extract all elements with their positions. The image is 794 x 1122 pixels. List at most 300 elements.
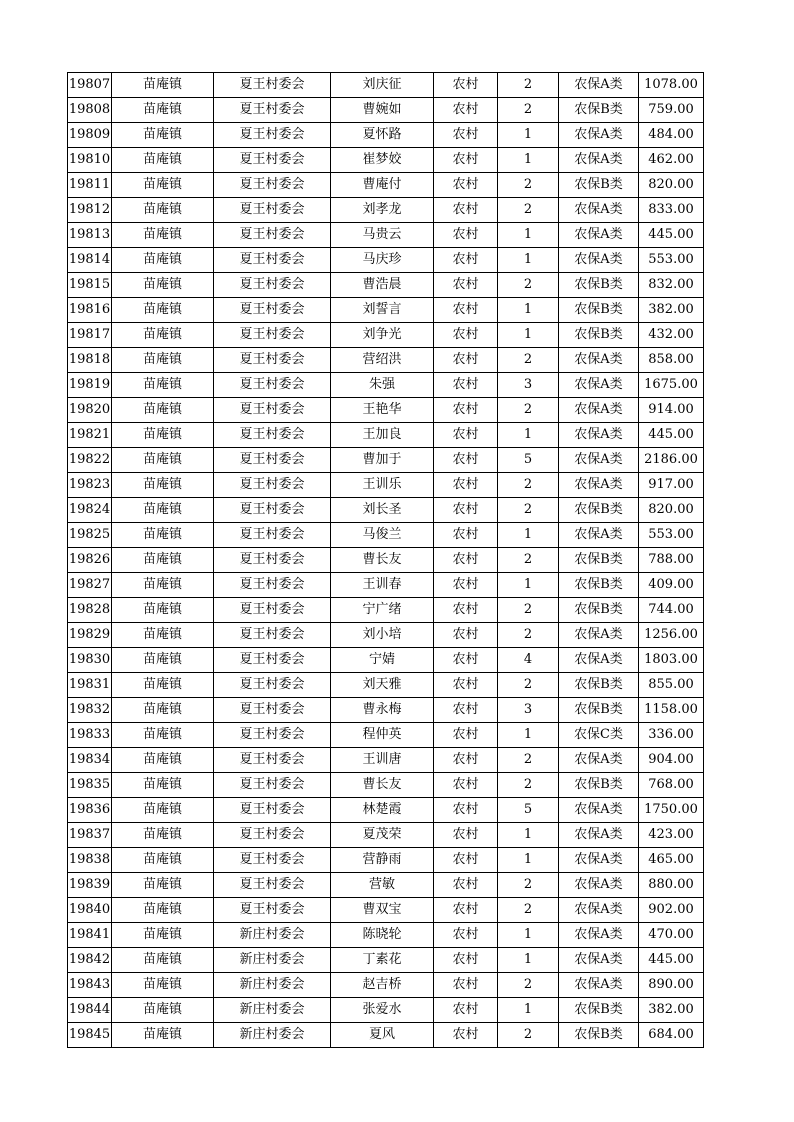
amount-cell: 914.00 xyxy=(639,398,704,423)
record-id-cell: 19832 xyxy=(68,698,112,723)
name-cell: 刘争光 xyxy=(331,323,434,348)
insurance-category-cell: 农保A类 xyxy=(559,873,639,898)
area-type-cell: 农村 xyxy=(434,748,498,773)
household-count-cell: 2 xyxy=(498,198,559,223)
village-committee-cell: 夏王村委会 xyxy=(214,98,331,123)
household-count-cell: 2 xyxy=(498,873,559,898)
area-type-cell: 农村 xyxy=(434,1023,498,1048)
amount-cell: 445.00 xyxy=(639,223,704,248)
insurance-category-cell: 农保A类 xyxy=(559,423,639,448)
household-count-cell: 1 xyxy=(498,998,559,1023)
village-committee-cell: 夏王村委会 xyxy=(214,773,331,798)
name-cell: 刘长圣 xyxy=(331,498,434,523)
amount-cell: 445.00 xyxy=(639,948,704,973)
area-type-cell: 农村 xyxy=(434,698,498,723)
area-type-cell: 农村 xyxy=(434,873,498,898)
amount-cell: 744.00 xyxy=(639,598,704,623)
insurance-category-cell: 农保A类 xyxy=(559,348,639,373)
town-cell: 苗庵镇 xyxy=(112,723,214,748)
village-committee-cell: 夏王村委会 xyxy=(214,298,331,323)
table-row xyxy=(68,323,704,348)
name-cell: 林楚霞 xyxy=(331,798,434,823)
town-cell: 苗庵镇 xyxy=(112,173,214,198)
insurance-category-cell: 农保B类 xyxy=(559,773,639,798)
area-type-cell: 农村 xyxy=(434,98,498,123)
table-row xyxy=(68,748,704,773)
record-id-cell: 19843 xyxy=(68,973,112,998)
amount-cell: 2186.00 xyxy=(639,448,704,473)
household-count-cell: 1 xyxy=(498,823,559,848)
name-cell: 营静雨 xyxy=(331,848,434,873)
table-row xyxy=(68,398,704,423)
table-row xyxy=(68,148,704,173)
name-cell: 曹浩晨 xyxy=(331,273,434,298)
amount-cell: 465.00 xyxy=(639,848,704,873)
town-cell: 苗庵镇 xyxy=(112,698,214,723)
table-row xyxy=(68,873,704,898)
household-count-cell: 1 xyxy=(498,848,559,873)
village-committee-cell: 夏王村委会 xyxy=(214,873,331,898)
record-id-cell: 19837 xyxy=(68,823,112,848)
table-row xyxy=(68,448,704,473)
town-cell: 苗庵镇 xyxy=(112,548,214,573)
village-committee-cell: 新庄村委会 xyxy=(214,948,331,973)
record-id-cell: 19823 xyxy=(68,473,112,498)
insurance-category-cell: 农保B类 xyxy=(559,598,639,623)
amount-cell: 484.00 xyxy=(639,123,704,148)
area-type-cell: 农村 xyxy=(434,73,498,98)
amount-cell: 768.00 xyxy=(639,773,704,798)
village-committee-cell: 夏王村委会 xyxy=(214,523,331,548)
village-committee-cell: 夏王村委会 xyxy=(214,673,331,698)
record-id-cell: 19810 xyxy=(68,148,112,173)
town-cell: 苗庵镇 xyxy=(112,773,214,798)
record-id-cell: 19835 xyxy=(68,773,112,798)
area-type-cell: 农村 xyxy=(434,523,498,548)
village-committee-cell: 夏王村委会 xyxy=(214,273,331,298)
amount-cell: 382.00 xyxy=(639,298,704,323)
name-cell: 曹长友 xyxy=(331,773,434,798)
village-committee-cell: 夏王村委会 xyxy=(214,798,331,823)
insurance-category-cell: 农保A类 xyxy=(559,248,639,273)
town-cell: 苗庵镇 xyxy=(112,73,214,98)
amount-cell: 759.00 xyxy=(639,98,704,123)
record-id-cell: 19807 xyxy=(68,73,112,98)
area-type-cell: 农村 xyxy=(434,973,498,998)
amount-cell: 902.00 xyxy=(639,898,704,923)
area-type-cell: 农村 xyxy=(434,123,498,148)
town-cell: 苗庵镇 xyxy=(112,898,214,923)
village-committee-cell: 夏王村委会 xyxy=(214,148,331,173)
name-cell: 夏风 xyxy=(331,1023,434,1048)
village-committee-cell: 夏王村委会 xyxy=(214,573,331,598)
name-cell: 夏怀路 xyxy=(331,123,434,148)
area-type-cell: 农村 xyxy=(434,673,498,698)
area-type-cell: 农村 xyxy=(434,573,498,598)
record-id-cell: 19824 xyxy=(68,498,112,523)
village-committee-cell: 夏王村委会 xyxy=(214,598,331,623)
area-type-cell: 农村 xyxy=(434,173,498,198)
name-cell: 营绍洪 xyxy=(331,348,434,373)
name-cell: 刘庆征 xyxy=(331,73,434,98)
village-committee-cell: 新庄村委会 xyxy=(214,973,331,998)
village-committee-cell: 夏王村委会 xyxy=(214,448,331,473)
insurance-category-cell: 农保C类 xyxy=(559,723,639,748)
town-cell: 苗庵镇 xyxy=(112,848,214,873)
insurance-category-cell: 农保B类 xyxy=(559,698,639,723)
record-id-cell: 19841 xyxy=(68,923,112,948)
record-id-cell: 19822 xyxy=(68,448,112,473)
amount-cell: 890.00 xyxy=(639,973,704,998)
name-cell: 刘誓言 xyxy=(331,298,434,323)
amount-cell: 788.00 xyxy=(639,548,704,573)
area-type-cell: 农村 xyxy=(434,623,498,648)
table-row xyxy=(68,373,704,398)
insurance-category-cell: 农保A类 xyxy=(559,798,639,823)
household-count-cell: 1 xyxy=(498,948,559,973)
table-row xyxy=(68,948,704,973)
area-type-cell: 农村 xyxy=(434,373,498,398)
record-id-cell: 19831 xyxy=(68,673,112,698)
table-row xyxy=(68,648,704,673)
area-type-cell: 农村 xyxy=(434,498,498,523)
name-cell: 王艳华 xyxy=(331,398,434,423)
town-cell: 苗庵镇 xyxy=(112,948,214,973)
record-id-cell: 19817 xyxy=(68,323,112,348)
name-cell: 程仲英 xyxy=(331,723,434,748)
amount-cell: 553.00 xyxy=(639,248,704,273)
record-id-cell: 19814 xyxy=(68,248,112,273)
table-row xyxy=(68,673,704,698)
insurance-category-cell: 农保A类 xyxy=(559,948,639,973)
record-id-cell: 19813 xyxy=(68,223,112,248)
amount-cell: 336.00 xyxy=(639,723,704,748)
insurance-category-cell: 农保A类 xyxy=(559,523,639,548)
name-cell: 马俊兰 xyxy=(331,523,434,548)
amount-cell: 409.00 xyxy=(639,573,704,598)
household-count-cell: 2 xyxy=(498,1023,559,1048)
area-type-cell: 农村 xyxy=(434,448,498,473)
insurance-category-cell: 农保B类 xyxy=(559,673,639,698)
table-row xyxy=(68,548,704,573)
town-cell: 苗庵镇 xyxy=(112,398,214,423)
insurance-category-cell: 农保A类 xyxy=(559,398,639,423)
record-id-cell: 19808 xyxy=(68,98,112,123)
insurance-category-cell: 农保B类 xyxy=(559,1023,639,1048)
name-cell: 王训春 xyxy=(331,573,434,598)
table-row xyxy=(68,273,704,298)
table-row xyxy=(68,523,704,548)
town-cell: 苗庵镇 xyxy=(112,823,214,848)
area-type-cell: 农村 xyxy=(434,223,498,248)
record-id-cell: 19825 xyxy=(68,523,112,548)
household-count-cell: 2 xyxy=(498,673,559,698)
area-type-cell: 农村 xyxy=(434,648,498,673)
record-id-cell: 19842 xyxy=(68,948,112,973)
household-count-cell: 1 xyxy=(498,123,559,148)
record-id-cell: 19821 xyxy=(68,423,112,448)
amount-cell: 833.00 xyxy=(639,198,704,223)
area-type-cell: 农村 xyxy=(434,948,498,973)
household-count-cell: 3 xyxy=(498,373,559,398)
town-cell: 苗庵镇 xyxy=(112,448,214,473)
household-count-cell: 2 xyxy=(498,98,559,123)
insurance-category-cell: 农保A类 xyxy=(559,748,639,773)
table-row xyxy=(68,498,704,523)
name-cell: 曹长友 xyxy=(331,548,434,573)
town-cell: 苗庵镇 xyxy=(112,798,214,823)
town-cell: 苗庵镇 xyxy=(112,573,214,598)
name-cell: 刘小培 xyxy=(331,623,434,648)
table-row xyxy=(68,73,704,98)
village-committee-cell: 夏王村委会 xyxy=(214,348,331,373)
table-row xyxy=(68,823,704,848)
amount-cell: 1256.00 xyxy=(639,623,704,648)
record-id-cell: 19833 xyxy=(68,723,112,748)
record-id-cell: 19844 xyxy=(68,998,112,1023)
town-cell: 苗庵镇 xyxy=(112,598,214,623)
record-id-cell: 19811 xyxy=(68,173,112,198)
table-row xyxy=(68,473,704,498)
town-cell: 苗庵镇 xyxy=(112,973,214,998)
town-cell: 苗庵镇 xyxy=(112,523,214,548)
area-type-cell: 农村 xyxy=(434,723,498,748)
insurance-category-cell: 农保B类 xyxy=(559,998,639,1023)
table-row xyxy=(68,1023,704,1048)
insurance-category-cell: 农保A类 xyxy=(559,148,639,173)
household-count-cell: 1 xyxy=(498,298,559,323)
town-cell: 苗庵镇 xyxy=(112,248,214,273)
area-type-cell: 农村 xyxy=(434,773,498,798)
area-type-cell: 农村 xyxy=(434,348,498,373)
record-id-cell: 19828 xyxy=(68,598,112,623)
name-cell: 曹婉如 xyxy=(331,98,434,123)
amount-cell: 917.00 xyxy=(639,473,704,498)
insurance-category-cell: 农保B类 xyxy=(559,498,639,523)
insurance-category-cell: 农保B类 xyxy=(559,323,639,348)
household-count-cell: 1 xyxy=(498,923,559,948)
name-cell: 营敏 xyxy=(331,873,434,898)
insurance-category-cell: 农保B类 xyxy=(559,298,639,323)
name-cell: 朱强 xyxy=(331,373,434,398)
household-count-cell: 2 xyxy=(498,598,559,623)
name-cell: 夏茂荣 xyxy=(331,823,434,848)
amount-cell: 432.00 xyxy=(639,323,704,348)
town-cell: 苗庵镇 xyxy=(112,223,214,248)
household-count-cell: 5 xyxy=(498,798,559,823)
town-cell: 苗庵镇 xyxy=(112,423,214,448)
table-row xyxy=(68,573,704,598)
table-row xyxy=(68,898,704,923)
area-type-cell: 农村 xyxy=(434,323,498,348)
name-cell: 陈晓轮 xyxy=(331,923,434,948)
village-committee-cell: 夏王村委会 xyxy=(214,198,331,223)
household-count-cell: 2 xyxy=(498,498,559,523)
amount-cell: 1078.00 xyxy=(639,73,704,98)
name-cell: 张爱水 xyxy=(331,998,434,1023)
area-type-cell: 农村 xyxy=(434,848,498,873)
town-cell: 苗庵镇 xyxy=(112,98,214,123)
area-type-cell: 农村 xyxy=(434,898,498,923)
name-cell: 马贵云 xyxy=(331,223,434,248)
insurance-category-cell: 农保A类 xyxy=(559,448,639,473)
household-count-cell: 1 xyxy=(498,223,559,248)
table-row xyxy=(68,223,704,248)
record-id-cell: 19812 xyxy=(68,198,112,223)
table-row xyxy=(68,923,704,948)
area-type-cell: 农村 xyxy=(434,198,498,223)
record-id-cell: 19816 xyxy=(68,298,112,323)
insurance-category-cell: 农保B类 xyxy=(559,173,639,198)
record-id-cell: 19809 xyxy=(68,123,112,148)
record-id-cell: 19818 xyxy=(68,348,112,373)
town-cell: 苗庵镇 xyxy=(112,998,214,1023)
town-cell: 苗庵镇 xyxy=(112,623,214,648)
record-id-cell: 19836 xyxy=(68,798,112,823)
village-committee-cell: 新庄村委会 xyxy=(214,923,331,948)
town-cell: 苗庵镇 xyxy=(112,198,214,223)
amount-cell: 445.00 xyxy=(639,423,704,448)
town-cell: 苗庵镇 xyxy=(112,373,214,398)
household-count-cell: 2 xyxy=(498,398,559,423)
village-committee-cell: 夏王村委会 xyxy=(214,648,331,673)
amount-cell: 1158.00 xyxy=(639,698,704,723)
record-id-cell: 19840 xyxy=(68,898,112,923)
household-count-cell: 1 xyxy=(498,148,559,173)
amount-cell: 470.00 xyxy=(639,923,704,948)
village-committee-cell: 新庄村委会 xyxy=(214,998,331,1023)
village-committee-cell: 夏王村委会 xyxy=(214,323,331,348)
household-count-cell: 3 xyxy=(498,698,559,723)
insurance-category-cell: 农保B类 xyxy=(559,273,639,298)
name-cell: 赵吉桥 xyxy=(331,973,434,998)
table-row xyxy=(68,98,704,123)
insurance-category-cell: 农保A类 xyxy=(559,623,639,648)
household-count-cell: 1 xyxy=(498,523,559,548)
table-row xyxy=(68,798,704,823)
village-committee-cell: 夏王村委会 xyxy=(214,473,331,498)
area-type-cell: 农村 xyxy=(434,148,498,173)
village-committee-cell: 夏王村委会 xyxy=(214,848,331,873)
household-count-cell: 1 xyxy=(498,723,559,748)
household-count-cell: 2 xyxy=(498,748,559,773)
village-committee-cell: 夏王村委会 xyxy=(214,823,331,848)
amount-cell: 904.00 xyxy=(639,748,704,773)
name-cell: 丁素花 xyxy=(331,948,434,973)
insurance-category-cell: 农保A类 xyxy=(559,473,639,498)
village-committee-cell: 夏王村委会 xyxy=(214,623,331,648)
village-committee-cell: 夏王村委会 xyxy=(214,373,331,398)
town-cell: 苗庵镇 xyxy=(112,673,214,698)
insurance-category-cell: 农保B类 xyxy=(559,548,639,573)
area-type-cell: 农村 xyxy=(434,923,498,948)
amount-cell: 1675.00 xyxy=(639,373,704,398)
table-row xyxy=(68,848,704,873)
name-cell: 王训乐 xyxy=(331,473,434,498)
insurance-category-cell: 农保A类 xyxy=(559,973,639,998)
table-row xyxy=(68,298,704,323)
table-row xyxy=(68,623,704,648)
household-count-cell: 2 xyxy=(498,273,559,298)
amount-cell: 1750.00 xyxy=(639,798,704,823)
record-id-cell: 19834 xyxy=(68,748,112,773)
insurance-category-cell: 农保A类 xyxy=(559,373,639,398)
record-id-cell: 19819 xyxy=(68,373,112,398)
name-cell: 王训唐 xyxy=(331,748,434,773)
village-committee-cell: 夏王村委会 xyxy=(214,723,331,748)
village-committee-cell: 夏王村委会 xyxy=(214,223,331,248)
name-cell: 宁广绪 xyxy=(331,598,434,623)
table-row xyxy=(68,723,704,748)
town-cell: 苗庵镇 xyxy=(112,648,214,673)
amount-cell: 820.00 xyxy=(639,173,704,198)
amount-cell: 820.00 xyxy=(639,498,704,523)
village-committee-cell: 夏王村委会 xyxy=(214,173,331,198)
record-id-cell: 19830 xyxy=(68,648,112,673)
town-cell: 苗庵镇 xyxy=(112,473,214,498)
table-row xyxy=(68,423,704,448)
table-row xyxy=(68,198,704,223)
household-count-cell: 2 xyxy=(498,773,559,798)
name-cell: 宁婧 xyxy=(331,648,434,673)
insurance-category-cell: 农保A类 xyxy=(559,823,639,848)
record-id-cell: 19820 xyxy=(68,398,112,423)
roster-table xyxy=(67,72,704,1048)
roster-body xyxy=(68,73,704,1048)
household-count-cell: 2 xyxy=(498,348,559,373)
table-row xyxy=(68,173,704,198)
insurance-category-cell: 农保A类 xyxy=(559,223,639,248)
town-cell: 苗庵镇 xyxy=(112,273,214,298)
amount-cell: 423.00 xyxy=(639,823,704,848)
town-cell: 苗庵镇 xyxy=(112,748,214,773)
amount-cell: 855.00 xyxy=(639,673,704,698)
name-cell: 曹双宝 xyxy=(331,898,434,923)
town-cell: 苗庵镇 xyxy=(112,298,214,323)
record-id-cell: 19826 xyxy=(68,548,112,573)
village-committee-cell: 夏王村委会 xyxy=(214,398,331,423)
town-cell: 苗庵镇 xyxy=(112,123,214,148)
town-cell: 苗庵镇 xyxy=(112,923,214,948)
village-committee-cell: 夏王村委会 xyxy=(214,248,331,273)
insurance-category-cell: 农保A类 xyxy=(559,73,639,98)
record-id-cell: 19827 xyxy=(68,573,112,598)
village-committee-cell: 夏王村委会 xyxy=(214,548,331,573)
name-cell: 马庆珍 xyxy=(331,248,434,273)
household-count-cell: 4 xyxy=(498,648,559,673)
town-cell: 苗庵镇 xyxy=(112,348,214,373)
table-row xyxy=(68,598,704,623)
table-row xyxy=(68,998,704,1023)
household-count-cell: 2 xyxy=(498,898,559,923)
village-committee-cell: 夏王村委会 xyxy=(214,498,331,523)
household-count-cell: 1 xyxy=(498,573,559,598)
village-committee-cell: 新庄村委会 xyxy=(214,1023,331,1048)
amount-cell: 1803.00 xyxy=(639,648,704,673)
name-cell: 刘天雅 xyxy=(331,673,434,698)
insurance-category-cell: 农保A类 xyxy=(559,848,639,873)
table-row xyxy=(68,698,704,723)
area-type-cell: 农村 xyxy=(434,548,498,573)
village-committee-cell: 夏王村委会 xyxy=(214,123,331,148)
household-count-cell: 2 xyxy=(498,973,559,998)
insurance-category-cell: 农保A类 xyxy=(559,648,639,673)
household-count-cell: 5 xyxy=(498,448,559,473)
amount-cell: 553.00 xyxy=(639,523,704,548)
town-cell: 苗庵镇 xyxy=(112,873,214,898)
village-committee-cell: 夏王村委会 xyxy=(214,698,331,723)
insurance-category-cell: 农保B类 xyxy=(559,98,639,123)
